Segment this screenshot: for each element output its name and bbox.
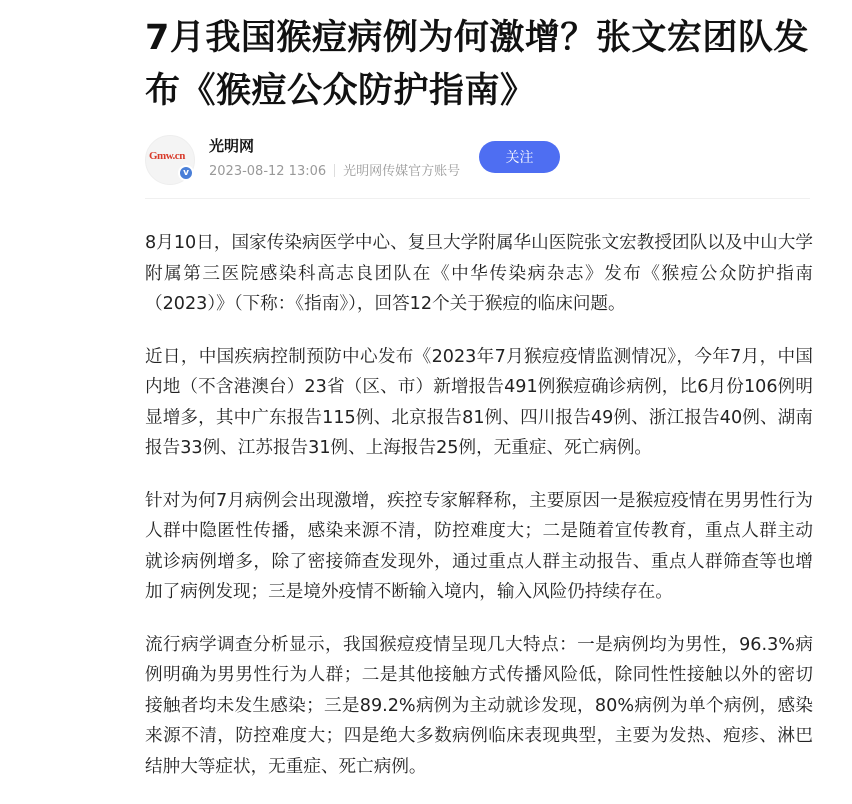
account-type: 光明网传媒官方账号: [343, 164, 461, 179]
paragraph: 流行病学调查分析显示，我国猴痘疫情呈现几大特点：一是病例均为男性，96.3%病例明确为男男性行为人群；二是其他接触方式传播风险低，除同性性接触以外的密切接触者均未发生感染；三是89.2%病例为主动就诊发现，80%病例为单个病例，感染来源不清，防控难度大；四是绝大多数病例临床表现典型，主要为发热、疱疹、淋巴结肿大等症状，无重症、死亡病例。: [145, 634, 813, 777]
author-name[interactable]: 光明网: [209, 137, 255, 155]
author-bar: [145, 133, 825, 189]
header-divider: [145, 198, 810, 199]
gmw-logo: Gmw.cn: [149, 150, 185, 162]
paragraph: 针对为何7月病例会出现激增，疾控专家解释称，主要原因一是猴痘疫情在男男性行为人群中隐匿性传播，感染来源不清，防控难度大；二是随着宣传教育，重点人群主动就诊病例增多，除了密接筛查发现外，通过重点人群主动报告、重点人群筛查等也增加了病例发现；三是境外疫情不断输入境内，输入风险仍持续存在。: [145, 490, 813, 602]
follow-button[interactable]: 关注: [479, 141, 560, 173]
publish-date: 2023-08-12 13:06: [209, 164, 327, 179]
article-title: 7月我国猴痘病例为何激增？张文宏团队发布《猴痘公众防护指南》: [145, 18, 809, 111]
meta-divider: [334, 164, 335, 177]
paragraph: 8月10日，国家传染病医学中心、复旦大学附属华山医院张文宏教授团队以及中山大学附属第三医院感染科高志良团队在《中华传染病杂志》发布《猴痘公众防护指南（2023）》（下称：《指南》），回答12个关于猴痘的临床问题。: [145, 233, 813, 314]
article-body: [145, 228, 813, 804]
verified-icon: v: [178, 165, 194, 181]
author-meta: [209, 160, 460, 179]
paragraph: 近日，中国疾病控制预防中心发布《2023年7月猴痘疫情监测情况》，今年7月，中国内地（不含港澳台）23省（区、市）新增报告491例猴痘确诊病例，比6月份106例明显增多，其中广东报告115例、北京报告81例、四川报告49例、浙江报告40例、湖南报告33例、江苏报告31例、上海报告25例，无重症、死亡病例。: [145, 346, 813, 458]
